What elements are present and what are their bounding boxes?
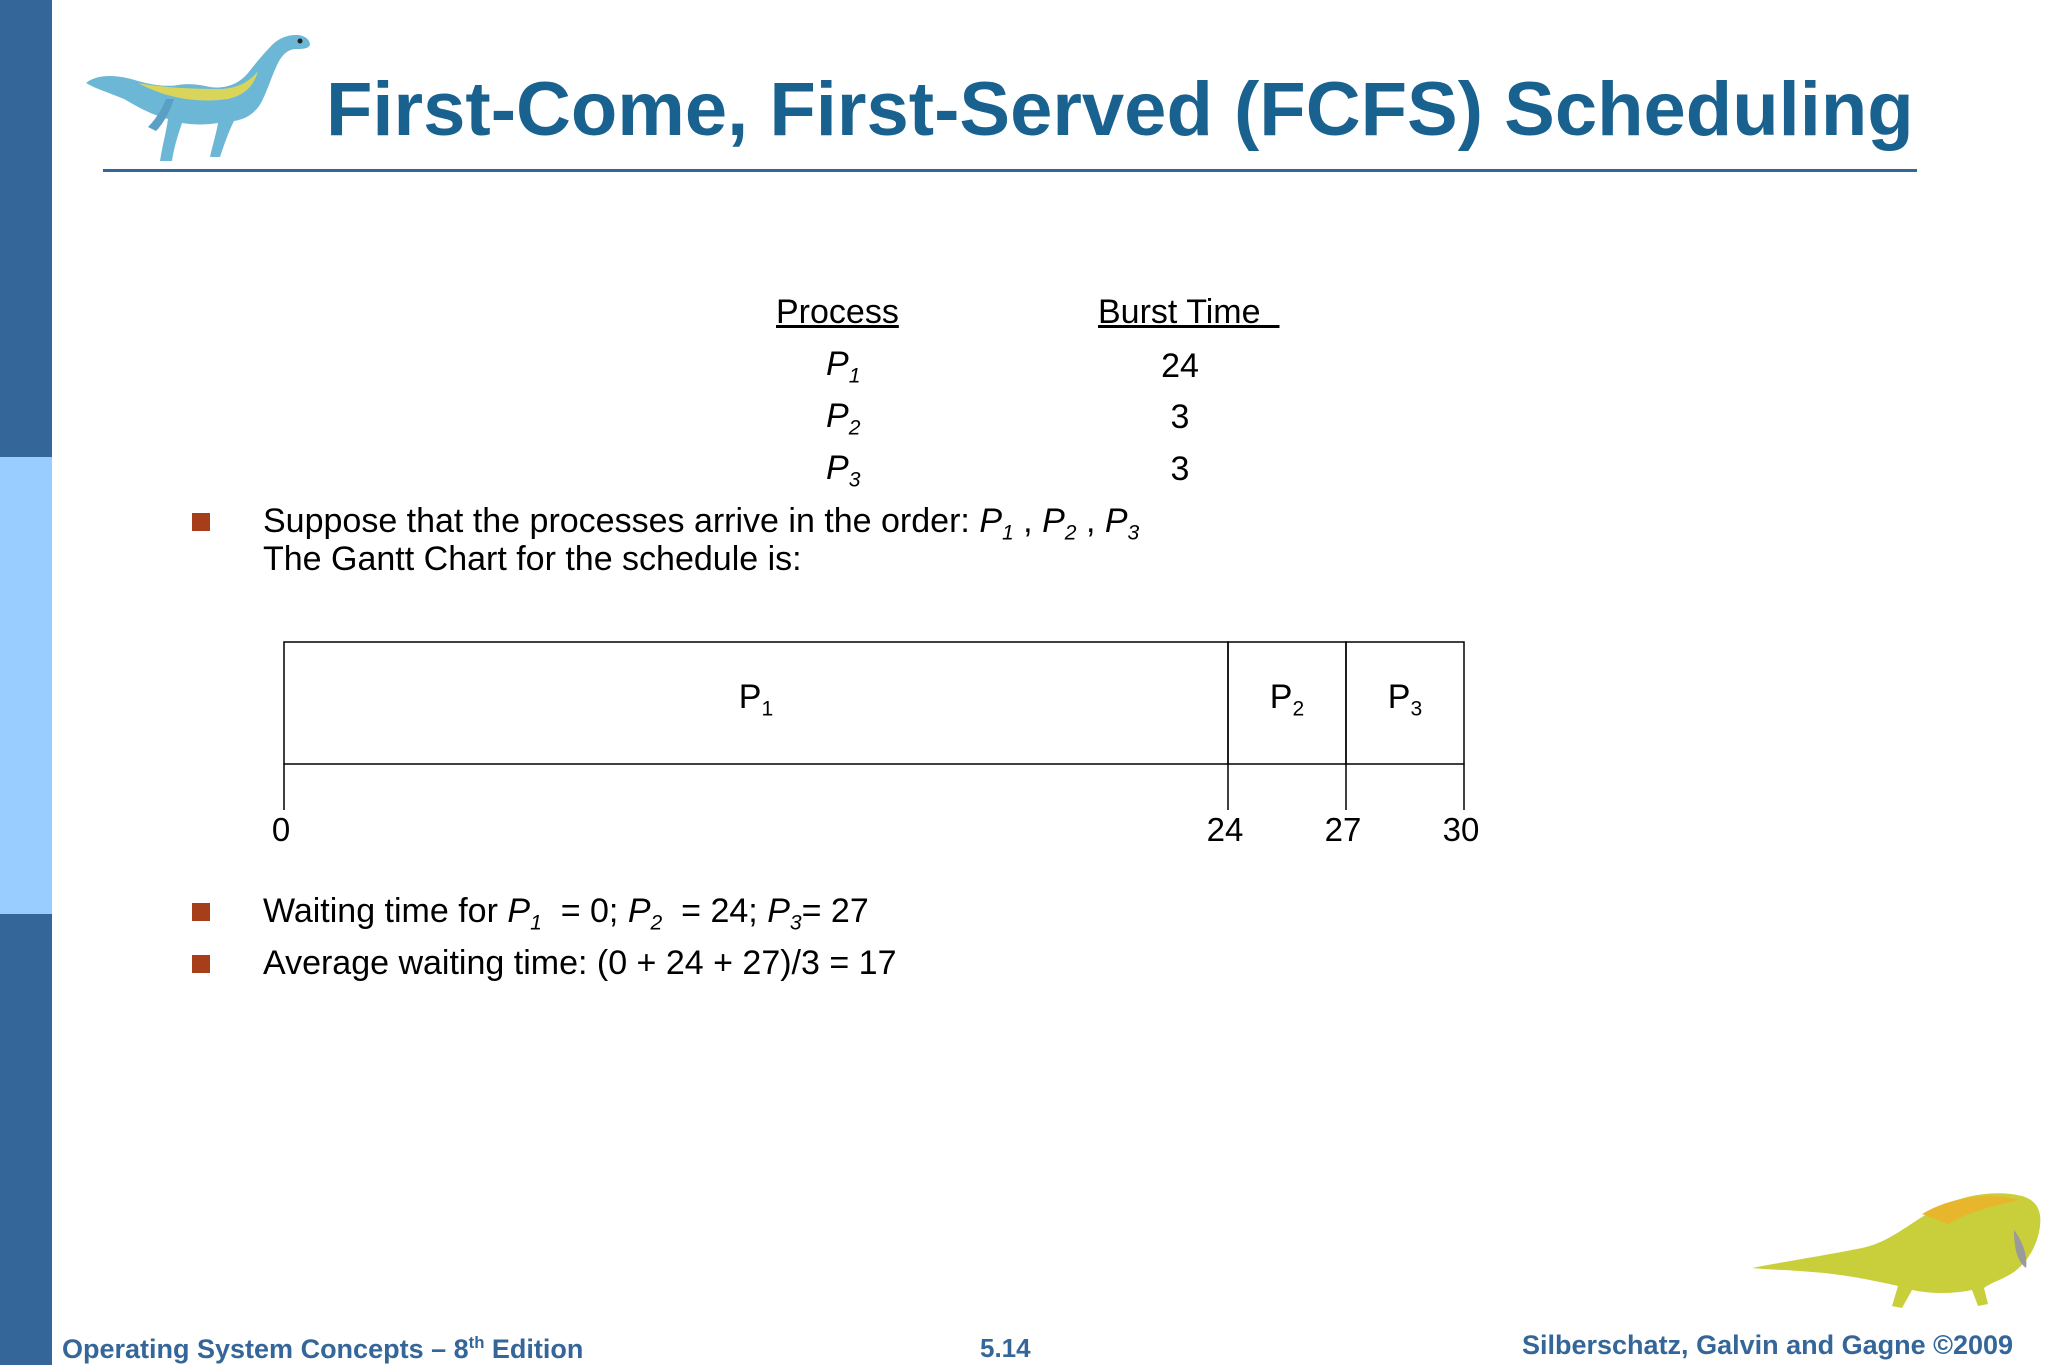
process-cell: $P_2$ [826,397,861,440]
order-p2: $P_2$ [1042,502,1077,545]
bullet-arrival-order: Suppose that the processes arrive in the order: $P_1$ , $P_2$ , $P_3$ [263,502,1140,545]
gantt-segment-label: $P_3$ [1387,678,1423,721]
slide-title: First-Come, First-Served (FCFS) Scheduling [326,67,1914,152]
gantt-segment-label: $P_1$ [738,678,774,721]
footer-book-title: Operating System Concepts – 8th Edition [62,1333,584,1364]
gantt-segment-label: $P_2$ [1269,678,1305,721]
bullet-marker [192,955,210,973]
footer-authors: Silberschatz, Galvin and Gagne ©2009 [1522,1330,2014,1360]
dinosaur-top-icon [78,15,314,167]
gantt-chart [271,638,1480,853]
process-cell: $P_3$ [826,449,861,492]
dinosaur-bottom-icon [1752,1170,2042,1320]
gantt-tick-label: 24 [1206,811,1244,848]
bullet-waiting-time: Waiting time for $P_1 = 0$; $P_2 = 24$; $P_3= 27$ [263,892,869,935]
order-p1: $P_1$ [979,502,1014,545]
process-cell: $P_1$ [826,345,861,388]
title-divider [103,169,1917,172]
footer-slide-number: 5.14 [980,1333,1031,1363]
gantt-tick-label: 0 [271,811,291,848]
gantt-tick-label: 30 [1442,811,1480,848]
burst-cell: 3 [1170,450,1190,488]
bullet-marker [192,513,210,531]
sidebar-light-band [0,457,52,914]
gantt-tick-label: 27 [1324,811,1362,848]
burst-cell: 24 [1161,347,1199,385]
bullet-average-waiting-time: Average waiting time: (0 + 24 + 27)/3 = 17 [263,944,897,982]
gantt-intro-text: The Gantt Chart for the schedule is: [263,540,802,578]
burst-time-column-header: Burst Time [1098,293,1261,331]
process-column-header: Process [776,293,899,331]
bullet-marker [192,903,210,921]
gantt-chart-svg [282,638,1466,818]
burst-cell: 3 [1170,398,1190,436]
order-p3: $P_3$ [1104,502,1140,545]
